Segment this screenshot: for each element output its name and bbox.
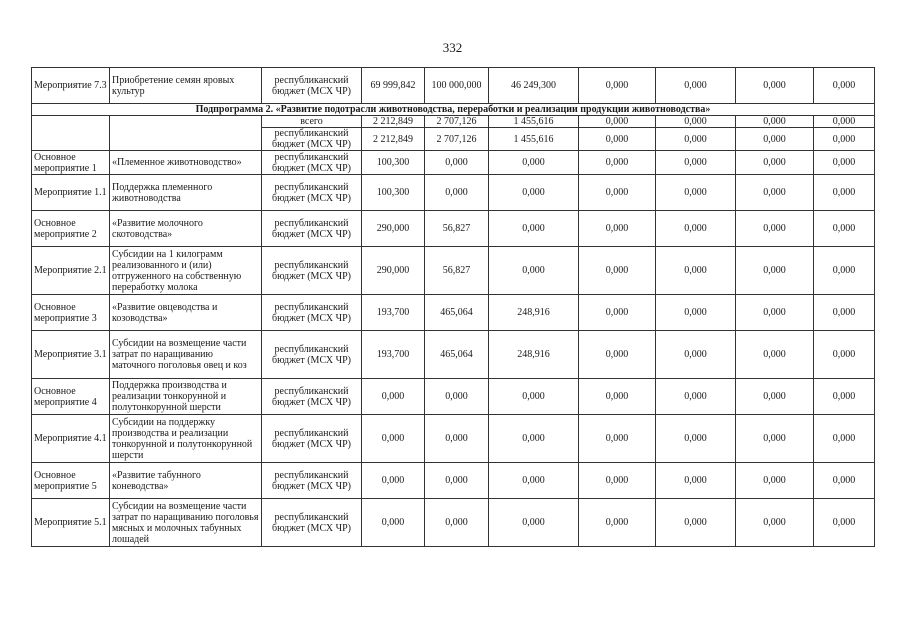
activity-code-cell: Мероприятие 7.3 xyxy=(32,68,110,104)
table-row xyxy=(32,247,875,295)
activity-name-cell: Субсидии на 1 килограмм реализованного и (или) отгруженного на собственную переработку молока xyxy=(110,247,262,295)
value-cell: 0,000 xyxy=(489,175,579,211)
value-cell: 0,000 xyxy=(814,247,875,295)
value-cell: 1 455,616 xyxy=(489,116,579,128)
value-cell: 0,000 xyxy=(425,415,489,463)
value-cell: 0,000 xyxy=(814,116,875,128)
table-row xyxy=(32,68,875,104)
value-cell: 0,000 xyxy=(656,331,736,379)
value-cell: 0,000 xyxy=(656,247,736,295)
activity-code-cell: Основное мероприятие 4 xyxy=(32,379,110,415)
value-cell: 0,000 xyxy=(656,175,736,211)
activity-code-cell: Основное мероприятие 1 xyxy=(32,151,110,175)
value-cell: 0,000 xyxy=(579,295,656,331)
table-row xyxy=(32,463,875,499)
value-cell: 0,000 xyxy=(362,499,425,547)
value-cell: 0,000 xyxy=(736,499,814,547)
value-cell: 0,000 xyxy=(736,463,814,499)
funding-source-cell: республиканский бюджет (МСХ ЧР) xyxy=(262,151,362,175)
table-row xyxy=(32,295,875,331)
table-row xyxy=(32,499,875,547)
value-cell: 0,000 xyxy=(579,463,656,499)
value-cell: 0,000 xyxy=(579,331,656,379)
activity-code-cell: Мероприятие 4.1 xyxy=(32,415,110,463)
value-cell: 0,000 xyxy=(362,379,425,415)
value-cell: 248,916 xyxy=(489,295,579,331)
value-cell: 0,000 xyxy=(579,151,656,175)
value-cell: 0,000 xyxy=(814,379,875,415)
funding-source-cell: республиканский бюджет (МСХ ЧР) xyxy=(262,68,362,104)
value-cell: 0,000 xyxy=(579,499,656,547)
value-cell: 0,000 xyxy=(656,116,736,128)
activity-name-cell: Поддержка племенного животноводства xyxy=(110,175,262,211)
value-cell: 0,000 xyxy=(425,499,489,547)
value-cell: 0,000 xyxy=(656,128,736,151)
value-cell: 0,000 xyxy=(362,415,425,463)
activity-name-cell: «Развитие молочного скотоводства» xyxy=(110,211,262,247)
table-row xyxy=(32,175,875,211)
value-cell: 0,000 xyxy=(579,211,656,247)
activity-code-cell: Основное мероприятие 5 xyxy=(32,463,110,499)
funding-source-cell: республиканский бюджет (МСХ ЧР) xyxy=(262,499,362,547)
value-cell: 0,000 xyxy=(489,379,579,415)
value-cell: 0,000 xyxy=(579,415,656,463)
value-cell: 0,000 xyxy=(489,151,579,175)
value-cell: 0,000 xyxy=(579,128,656,151)
value-cell: 0,000 xyxy=(579,175,656,211)
value-cell: 0,000 xyxy=(736,175,814,211)
value-cell: 2 707,126 xyxy=(425,116,489,128)
subprogram-name-cell xyxy=(110,116,262,151)
value-cell: 0,000 xyxy=(736,128,814,151)
value-cell: 0,000 xyxy=(489,211,579,247)
value-cell: 0,000 xyxy=(814,128,875,151)
subprogram-total-row xyxy=(32,116,875,128)
activity-code-cell: Мероприятие 5.1 xyxy=(32,499,110,547)
value-cell: 0,000 xyxy=(736,247,814,295)
value-cell: 0,000 xyxy=(814,151,875,175)
table-body xyxy=(32,68,875,547)
value-cell: 0,000 xyxy=(425,463,489,499)
value-cell: 465,064 xyxy=(425,331,489,379)
funding-source-cell: республиканский бюджет (МСХ ЧР) xyxy=(262,247,362,295)
value-cell: 56,827 xyxy=(425,247,489,295)
activity-name-cell: Приобретение семян яровых культур xyxy=(110,68,262,104)
activity-code-cell: Мероприятие 2.1 xyxy=(32,247,110,295)
funding-source-cell: республиканский бюджет (МСХ ЧР) xyxy=(262,295,362,331)
funding-source-cell: республиканский бюджет (МСХ ЧР) xyxy=(262,463,362,499)
value-cell: 2 212,849 xyxy=(362,116,425,128)
value-cell: 0,000 xyxy=(814,331,875,379)
value-cell: 100,300 xyxy=(362,151,425,175)
activity-name-cell: Поддержка производства и реализации тонкорунной и полутонкорунной шерсти xyxy=(110,379,262,415)
table-row xyxy=(32,379,875,415)
value-cell: 290,000 xyxy=(362,247,425,295)
value-cell: 46 249,300 xyxy=(489,68,579,104)
activity-code-cell: Основное мероприятие 3 xyxy=(32,295,110,331)
value-cell: 69 999,842 xyxy=(362,68,425,104)
value-cell: 0,000 xyxy=(656,379,736,415)
table-row xyxy=(32,331,875,379)
value-cell: 0,000 xyxy=(425,151,489,175)
budget-table xyxy=(31,67,875,547)
value-cell: 0,000 xyxy=(579,116,656,128)
value-cell: 1 455,616 xyxy=(489,128,579,151)
value-cell: 0,000 xyxy=(736,68,814,104)
value-cell: 0,000 xyxy=(656,151,736,175)
value-cell: 248,916 xyxy=(489,331,579,379)
activity-name-cell: «Развитие овцеводства и козоводства» xyxy=(110,295,262,331)
value-cell: 0,000 xyxy=(736,331,814,379)
funding-source-cell: республиканский бюджет (МСХ ЧР) xyxy=(262,211,362,247)
page-number: 332 xyxy=(442,40,463,55)
funding-source-cell: республиканский бюджет (МСХ ЧР) xyxy=(262,331,362,379)
value-cell: 193,700 xyxy=(362,331,425,379)
value-cell: 100,300 xyxy=(362,175,425,211)
value-cell: 0,000 xyxy=(736,415,814,463)
value-cell: 290,000 xyxy=(362,211,425,247)
value-cell: 0,000 xyxy=(425,175,489,211)
value-cell: 0,000 xyxy=(814,175,875,211)
activity-name-cell: Субсидии на возмещение части затрат по наращиванию поголовья мясных и молочных табунных лошадей xyxy=(110,499,262,547)
value-cell: 0,000 xyxy=(579,247,656,295)
value-cell: 0,000 xyxy=(656,499,736,547)
value-cell: 0,000 xyxy=(814,415,875,463)
value-cell: 0,000 xyxy=(814,68,875,104)
value-cell: 0,000 xyxy=(579,68,656,104)
activity-name-cell: «Племенное животноводство» xyxy=(110,151,262,175)
value-cell: 0,000 xyxy=(814,211,875,247)
value-cell: 0,000 xyxy=(489,499,579,547)
value-cell: 56,827 xyxy=(425,211,489,247)
value-cell: 0,000 xyxy=(736,295,814,331)
activity-code-cell: Основное мероприятие 2 xyxy=(32,211,110,247)
value-cell: 0,000 xyxy=(656,295,736,331)
activity-name-cell: Субсидии на поддержку производства и реализации тонкорунной и полутонкорунной шерсти xyxy=(110,415,262,463)
value-cell: 100 000,000 xyxy=(425,68,489,104)
value-cell: 2 707,126 xyxy=(425,128,489,151)
value-cell: 193,700 xyxy=(362,295,425,331)
activity-name-cell: Субсидии на возмещение части затрат по наращиванию маточного поголовья овец и коз xyxy=(110,331,262,379)
value-cell: 0,000 xyxy=(656,415,736,463)
value-cell: 0,000 xyxy=(362,463,425,499)
table-row xyxy=(32,415,875,463)
activity-code-cell: Мероприятие 3.1 xyxy=(32,331,110,379)
table-row xyxy=(32,151,875,175)
value-cell: 0,000 xyxy=(736,211,814,247)
subprogram-code-cell xyxy=(32,116,110,151)
value-cell: 0,000 xyxy=(489,463,579,499)
value-cell: 0,000 xyxy=(814,499,875,547)
value-cell: 0,000 xyxy=(736,151,814,175)
value-cell: 0,000 xyxy=(489,247,579,295)
funding-source-cell: республиканский бюджет (МСХ ЧР) xyxy=(262,415,362,463)
value-cell: 0,000 xyxy=(656,463,736,499)
value-cell: 0,000 xyxy=(736,379,814,415)
funding-source-cell: всего xyxy=(262,116,362,128)
value-cell: 0,000 xyxy=(425,379,489,415)
value-cell: 0,000 xyxy=(656,68,736,104)
value-cell: 0,000 xyxy=(814,295,875,331)
value-cell: 0,000 xyxy=(579,379,656,415)
value-cell: 0,000 xyxy=(489,415,579,463)
subprogram-header-row xyxy=(32,104,875,116)
funding-source-cell: республиканский бюджет (МСХ ЧР) xyxy=(262,175,362,211)
value-cell: 2 212,849 xyxy=(362,128,425,151)
funding-source-cell: республиканский бюджет (МСХ ЧР) xyxy=(262,379,362,415)
value-cell: 0,000 xyxy=(736,116,814,128)
table-row xyxy=(32,211,875,247)
value-cell: 0,000 xyxy=(814,463,875,499)
value-cell: 0,000 xyxy=(656,211,736,247)
activity-name-cell: «Развитие табунного коневодства» xyxy=(110,463,262,499)
funding-source-cell: республиканский бюджет (МСХ ЧР) xyxy=(262,128,362,151)
activity-code-cell: Мероприятие 1.1 xyxy=(32,175,110,211)
value-cell: 465,064 xyxy=(425,295,489,331)
subprogram-title: Подпрограмма 2. «Развитие подотрасли животноводства, переработки и реализации продукции животноводства» xyxy=(32,104,875,116)
